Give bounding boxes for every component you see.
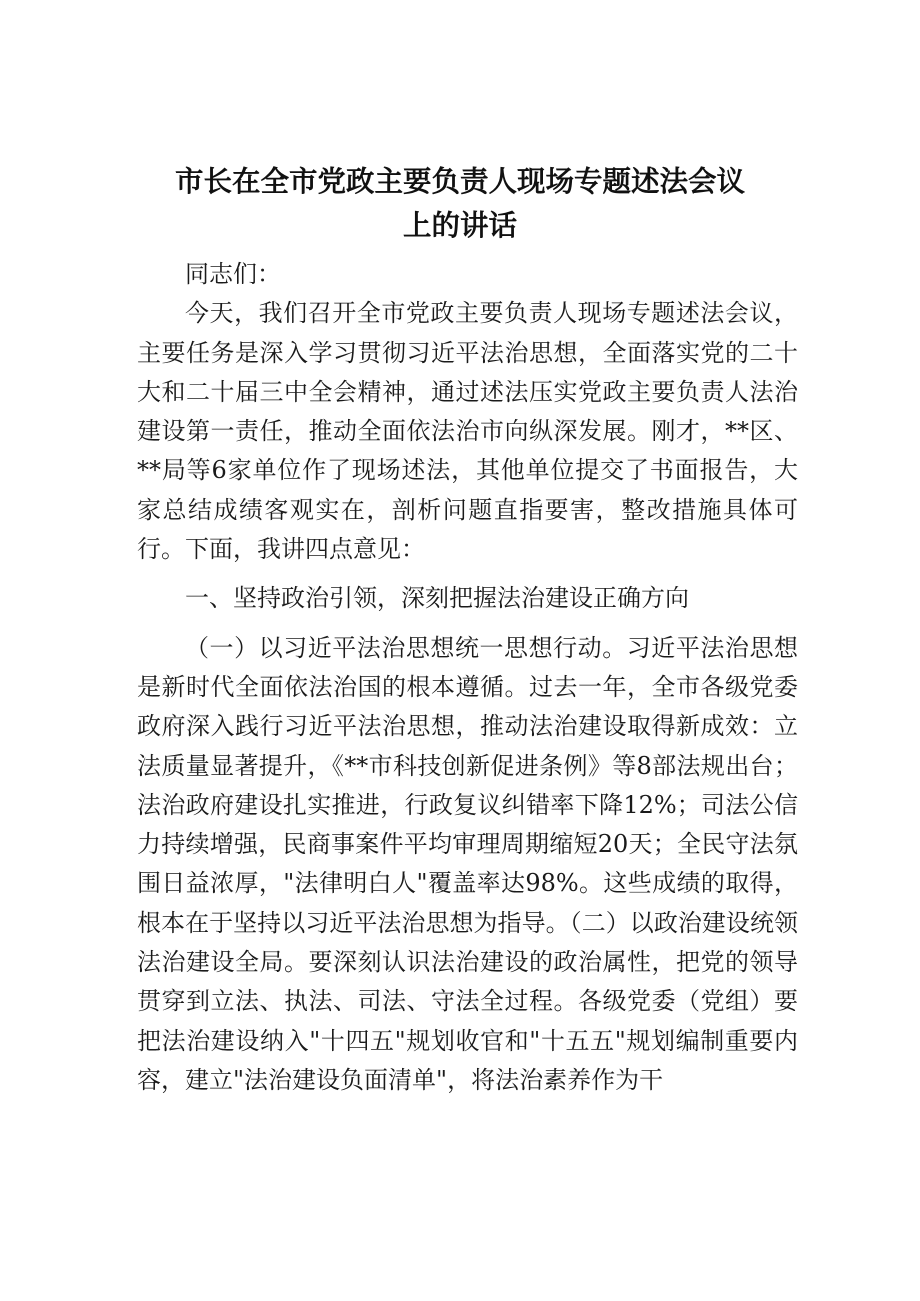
section-1-body: （一）以习近平法治思想统一思想行动。习近平法治思想是新时代全面依法治国的根本遵循。过去一年，全市各级党委政府深入践行习近平法治思想，推动法治建设取得新成效：立法质量显著提升，《**市科技创新促进条例》等8部法规出台；法治政府建设扎实推进，行政复议纠错率下降12%；司法公信力持续增强，民商事案件平均审理周期缩短20天；全民守法氛围日益浓厚，"法律明白人"覆盖率达98%。这些成绩的取得，根本在于坚持以习近平法治思想为指导。（二）以政治建设统领法治建设全局。要深刻认识法治建设的政治属性，把党的领导贯穿到立法、执法、司法、守法全过程。各级党委（党组）要把法治建设纳入"十四五"规划收官和"十五五"规划编制重要内容，建立"法治建设负面清单"，将法治素养作为干 (137, 633, 798, 1094)
title-line-2: 上的讲话 (402, 209, 517, 242)
salutation: 同志们： (185, 260, 281, 288)
intro-paragraph: 今天，我们召开全市党政主要负责人现场专题述法会议，主要任务是深入学习贯彻习近平法治思想，全面落实党的二十大和二十届三中全会精神，通过述法压实党政主要负责人法治建设第一责任，推动全面依法治市向纵深发展。刚才，**区、**局等6家单位作了现场述法，其他单位提交了书面报告，大家总结成绩客观实在，剖析问题直指要害，整改措施具体可行。下面，我讲四点意见： (137, 299, 798, 564)
document-body (137, 255, 798, 1100)
section-1-heading: 一、坚持政治引领，深刻把握法治建设正确方向 (185, 584, 689, 613)
document-title (120, 160, 800, 248)
title-line-1: 市长在全市党政主要负责人现场专题述法会议 (174, 165, 745, 198)
